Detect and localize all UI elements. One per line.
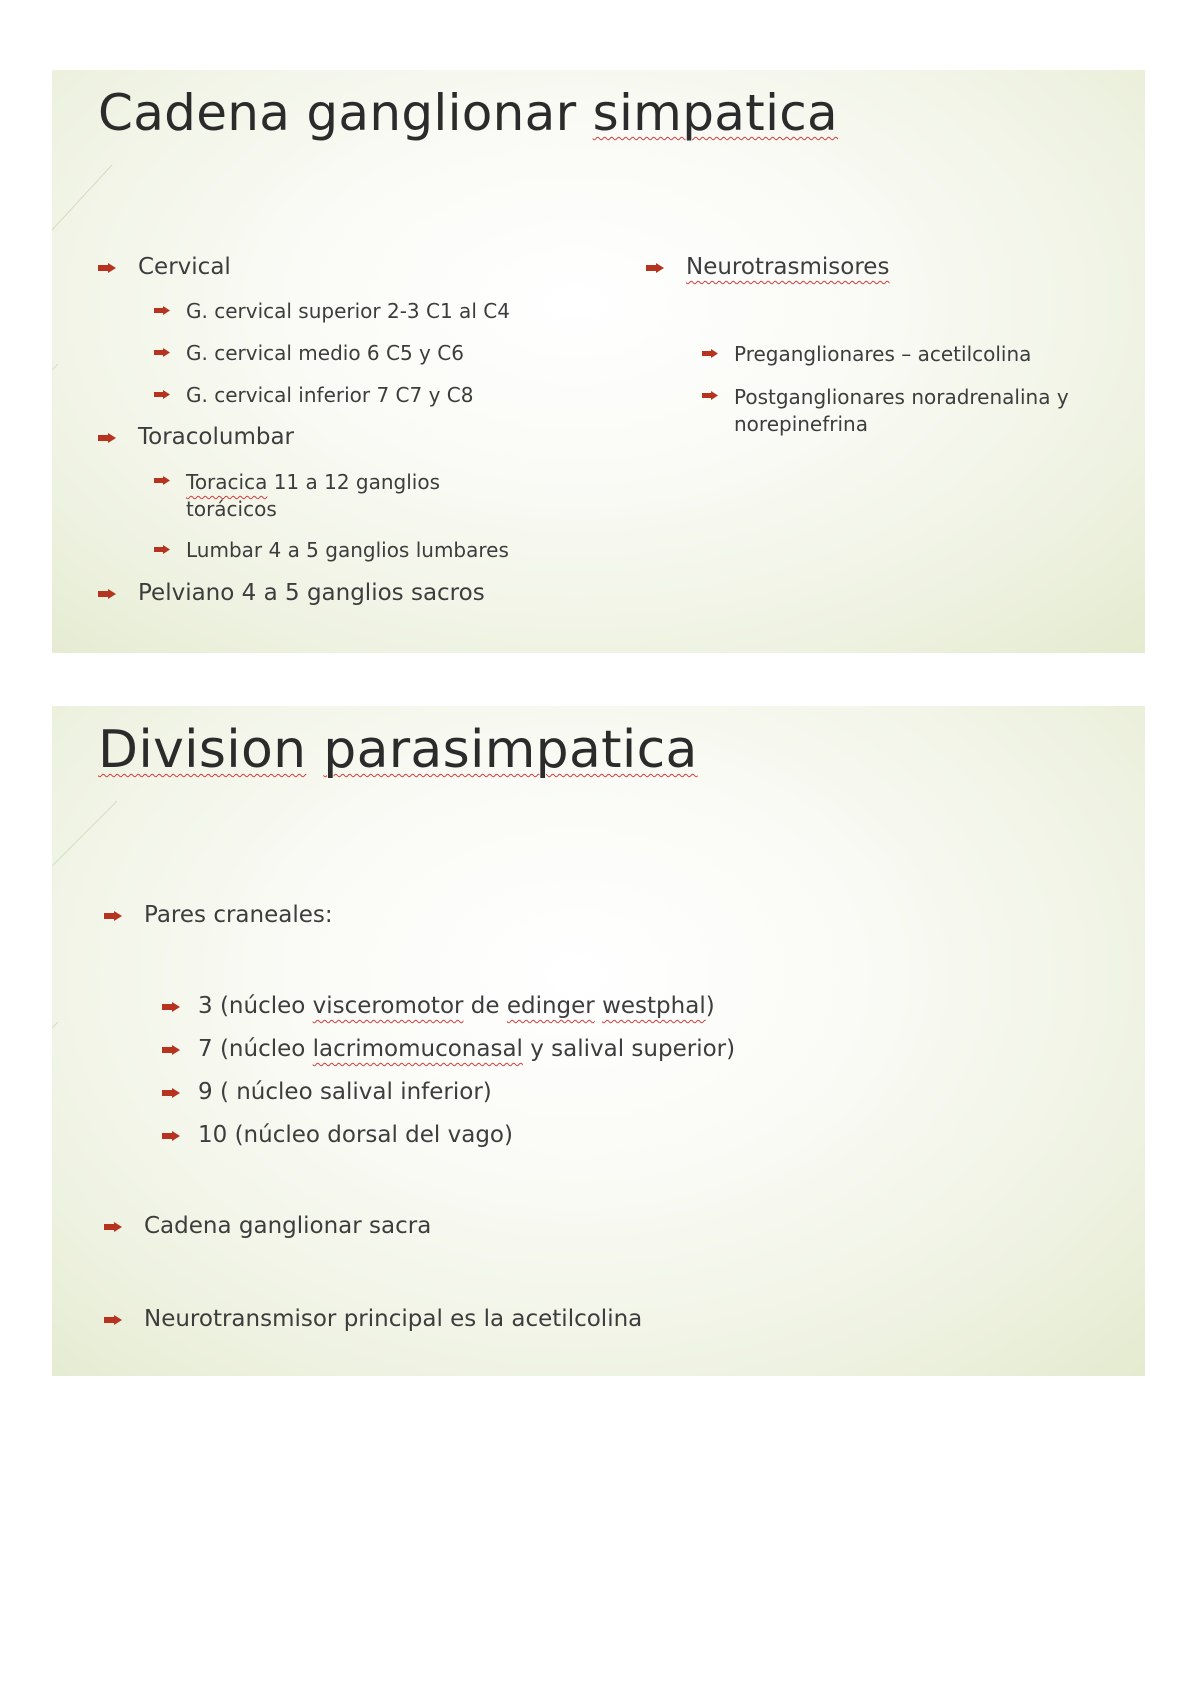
arrow-bullet-icon — [98, 263, 116, 273]
bullet-postganglionares: Postganglionares noradrenalina y norepinefrina — [734, 384, 1069, 438]
bullet-nucleo-10: 10 (núcleo dorsal del vago) — [198, 1122, 513, 1148]
arrow-bullet-icon — [154, 306, 172, 316]
bullet-cervical-medio: G. cervical medio 6 C5 y C6 — [186, 341, 464, 365]
bullet-cervical-inferior: G. cervical inferior 7 C7 y C8 — [186, 383, 473, 407]
arrow-bullet-icon — [162, 1088, 180, 1098]
bullet-preganglionares: Preganglionares – acetilcolina — [734, 342, 1031, 366]
bullet-nucleo-9: 9 ( núcleo salival inferior) — [198, 1079, 492, 1105]
bullet-toracolumbar: Toracolumbar — [138, 424, 294, 450]
bullet-pares-craneales: Pares craneales: — [144, 902, 333, 928]
slide-cadena-ganglionar — [52, 70, 1145, 653]
arrow-bullet-icon — [154, 348, 172, 358]
bullet-cervical-superior: G. cervical superior 2-3 C1 al C4 — [186, 299, 510, 323]
bullet-neurotransmisor: Neurotransmisor principal es la acetilcolina — [144, 1306, 642, 1332]
slide-title: Division parasimpatica — [98, 720, 698, 780]
arrow-bullet-icon — [98, 433, 116, 443]
arrow-bullet-icon — [98, 589, 116, 599]
arrow-bullet-icon — [104, 911, 122, 921]
arrow-bullet-icon — [154, 390, 172, 400]
arrow-bullet-icon — [702, 349, 720, 359]
arrow-bullet-icon — [104, 1315, 122, 1325]
arrow-bullet-icon — [104, 1222, 122, 1232]
arrow-bullet-icon — [154, 545, 172, 555]
bullet-nucleo-3: 3 (núcleo visceromotor de edinger westphal) — [198, 993, 715, 1019]
arrow-bullet-icon — [702, 391, 720, 401]
bullet-cadena-sacra: Cadena ganglionar sacra — [144, 1213, 431, 1239]
bullet-pelviano: Pelviano 4 a 5 ganglios sacros — [138, 580, 485, 606]
arrow-bullet-icon — [646, 263, 664, 273]
bullet-neurotrasmisores: Neurotrasmisores — [686, 254, 889, 280]
arrow-bullet-icon — [162, 1131, 180, 1141]
arrow-bullet-icon — [154, 476, 172, 486]
arrow-bullet-icon — [162, 1045, 180, 1055]
slide-title: Cadena ganglionar simpatica — [98, 84, 838, 142]
bullet-lumbar: Lumbar 4 a 5 ganglios lumbares — [186, 538, 509, 562]
bullet-nucleo-7: 7 (núcleo lacrimomuconasal y salival superior) — [198, 1036, 735, 1062]
slide-division-parasimpatica — [52, 706, 1145, 1376]
bullet-toracica: Toracica 11 a 12 ganglios torácicos — [186, 469, 440, 523]
bullet-cervical: Cervical — [138, 254, 231, 280]
arrow-bullet-icon — [162, 1002, 180, 1012]
